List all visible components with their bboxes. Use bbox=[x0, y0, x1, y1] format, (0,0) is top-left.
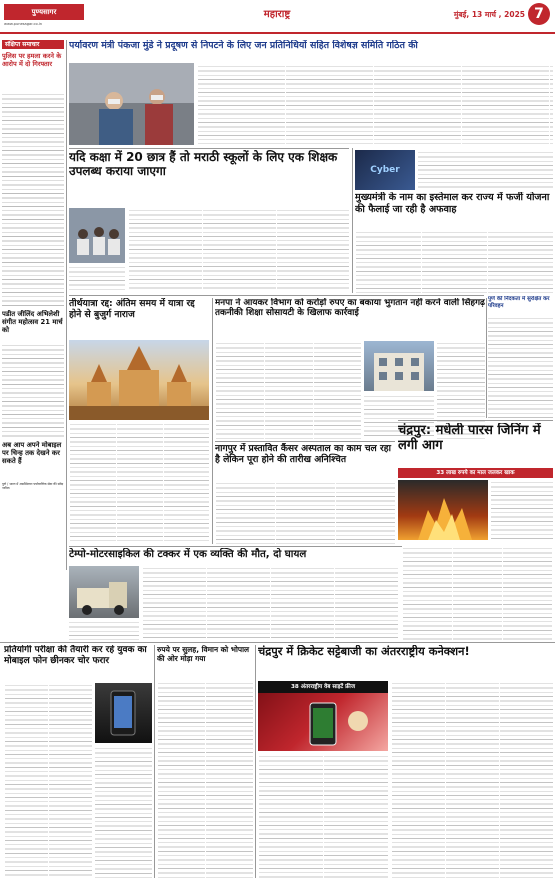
section-label: महाराष्ट्र bbox=[263, 9, 291, 20]
temple-illustration bbox=[69, 340, 209, 420]
masthead bbox=[0, 0, 555, 38]
nagpur-headline: नागपुर में प्रस्तावित कैंसर अस्पताल का काम चल रहा है लेकिन पूरा होने की तारीख अनिश्चित bbox=[215, 443, 391, 466]
fire-photo bbox=[398, 480, 488, 540]
schools-headline: यदि कक्षा में 20 छात्र हैं तो मराठी स्कूलों के लिए एक शिक्षक उपलब्ध कराया जाएगा bbox=[69, 150, 338, 178]
tempo-body bbox=[142, 566, 399, 640]
lead-body bbox=[197, 64, 553, 144]
column-divider bbox=[486, 298, 487, 418]
tirthyatra-body bbox=[69, 422, 209, 544]
manpa-body bbox=[215, 341, 361, 439]
brief-headline: पडीत जीलिंद अभिलेशी संगीत महोत्सव 21 मार्च को bbox=[2, 310, 63, 335]
brief-headline: अब आप अपने मोबाइल पर चिन्ह तक देखने कर सकते हैं bbox=[2, 441, 62, 466]
page-number-badge bbox=[528, 3, 550, 25]
dateline: मुंबई, 13 मार्च , 2025 bbox=[453, 10, 525, 19]
chandrapur-headline: चंद्रपुर: मधेली पारस जिनिंग में लगी आग bbox=[398, 423, 541, 454]
lead-photo bbox=[69, 63, 194, 145]
phone-illustration bbox=[95, 683, 152, 743]
building-illustration bbox=[364, 341, 434, 391]
chandrapur-body bbox=[491, 480, 553, 540]
coffee-body bbox=[157, 681, 253, 878]
cyber-photo bbox=[355, 150, 415, 190]
cyber-side-text bbox=[418, 150, 553, 190]
manpa-headline: मनपा ने आयकर विभाग को करोड़ों रुपए का बकाया भुगतान नहीं करने वाली सिंहगढ़ तकनीकी शिक्षा सोसायटी के खिलाफ कार्रवाई bbox=[215, 298, 485, 319]
sidebar-divider bbox=[66, 40, 67, 570]
cyber-overlay: Cyber bbox=[370, 165, 400, 175]
building-photo bbox=[364, 341, 434, 391]
accident-illustration bbox=[69, 566, 139, 618]
briefs-header: संक्षिप्त समाचार bbox=[2, 40, 64, 49]
pollution-scene bbox=[69, 63, 194, 145]
column-divider bbox=[352, 148, 353, 293]
accident-photo bbox=[69, 566, 139, 618]
cricket-photo bbox=[258, 681, 388, 751]
brief-body bbox=[2, 343, 64, 438]
website-url: www.punesagar.co.in bbox=[4, 22, 43, 26]
coffee-headline: रुपये पर सुलह, विमान को भोपाल की ओर मोड़ा गया bbox=[157, 645, 250, 663]
briefs-sidebar bbox=[2, 40, 64, 570]
row-rule bbox=[69, 295, 484, 296]
brief-body bbox=[488, 316, 553, 418]
tirthyatra-headline: तीर्थयात्रा रद्द: अंतिम समय में यात्रा रद्द होने से बुजुर्ग नाराज bbox=[69, 298, 195, 320]
column-divider bbox=[154, 645, 155, 878]
chandrapur-body bbox=[402, 546, 553, 640]
tempo-headline: टेम्पो-मोटरसाइकिल की टक्कर में एक व्यक्ति की मौत, दो घायल bbox=[69, 549, 307, 560]
chandrapur-subhead: 33 लाख रुपये का माल जलकर खाक bbox=[436, 470, 515, 476]
cricket-body bbox=[258, 754, 388, 878]
fire-illustration bbox=[398, 480, 488, 540]
tempo-body bbox=[69, 620, 139, 640]
row-rule bbox=[215, 441, 395, 442]
exam-body bbox=[4, 683, 92, 878]
brand-name: पुण्यसागर bbox=[31, 8, 57, 16]
chandrapur-subhead-bar bbox=[398, 468, 553, 478]
masthead-rule bbox=[0, 32, 555, 34]
brief-body: पुणे / भारत में असम्मिलान पर्यावरणिक सेवा की संवेदनशील। bbox=[2, 482, 64, 491]
brief-body bbox=[2, 92, 64, 307]
column-divider bbox=[255, 645, 256, 878]
page-number: 7 bbox=[534, 6, 544, 22]
mukhyamantri-headline: मुख्यमंत्री के नाम का इस्तेमाल कर राज्य में फर्जी योजना की फैलाई जा रही है अफवाह bbox=[355, 192, 550, 215]
phone-photo bbox=[95, 683, 152, 743]
brand-logo bbox=[4, 4, 84, 20]
brief-headline: पुलिस पर हमला करने के आरोप में दो गिरफ्तार bbox=[2, 52, 62, 68]
exam-body bbox=[95, 746, 152, 878]
schools-body bbox=[69, 265, 125, 292]
classroom-photo bbox=[69, 208, 125, 263]
row-rule bbox=[0, 642, 555, 643]
column-divider bbox=[212, 298, 213, 544]
rule bbox=[69, 148, 349, 149]
exam-headline: प्रतियोगी परीक्षा की तैयारी कर रहे युवक का मोबाइल फोन छीनकर चोर फरार bbox=[4, 645, 147, 666]
schools-body bbox=[128, 208, 349, 292]
lead-headline: पर्यावरण मंत्री पंकजा मुंडे ने प्रदूषण से निपटने के लिए जन प्रतिनिधियों सहित विशेषज्ञ समिति गठित की bbox=[69, 40, 418, 51]
cricket-headline: चंद्रपुर में क्रिकेट सट्टेबाजी का अंतरराष्ट्रीय कनेक्शन! bbox=[258, 645, 470, 658]
nagpur-body bbox=[215, 481, 395, 544]
betting-illustration bbox=[258, 681, 388, 751]
row-rule bbox=[398, 420, 553, 421]
temple-photo bbox=[69, 340, 209, 420]
cricket-banner-text: 38 अंतरराष्ट्रीय वेब साइटें फ्रीज bbox=[290, 684, 356, 690]
mukhyamantri-body bbox=[355, 230, 553, 293]
cricket-body bbox=[391, 681, 553, 878]
schools-photo bbox=[69, 208, 125, 263]
brief-headline: पुणे की निंदकता में सुरक्षित कर परिवहन bbox=[488, 296, 550, 309]
